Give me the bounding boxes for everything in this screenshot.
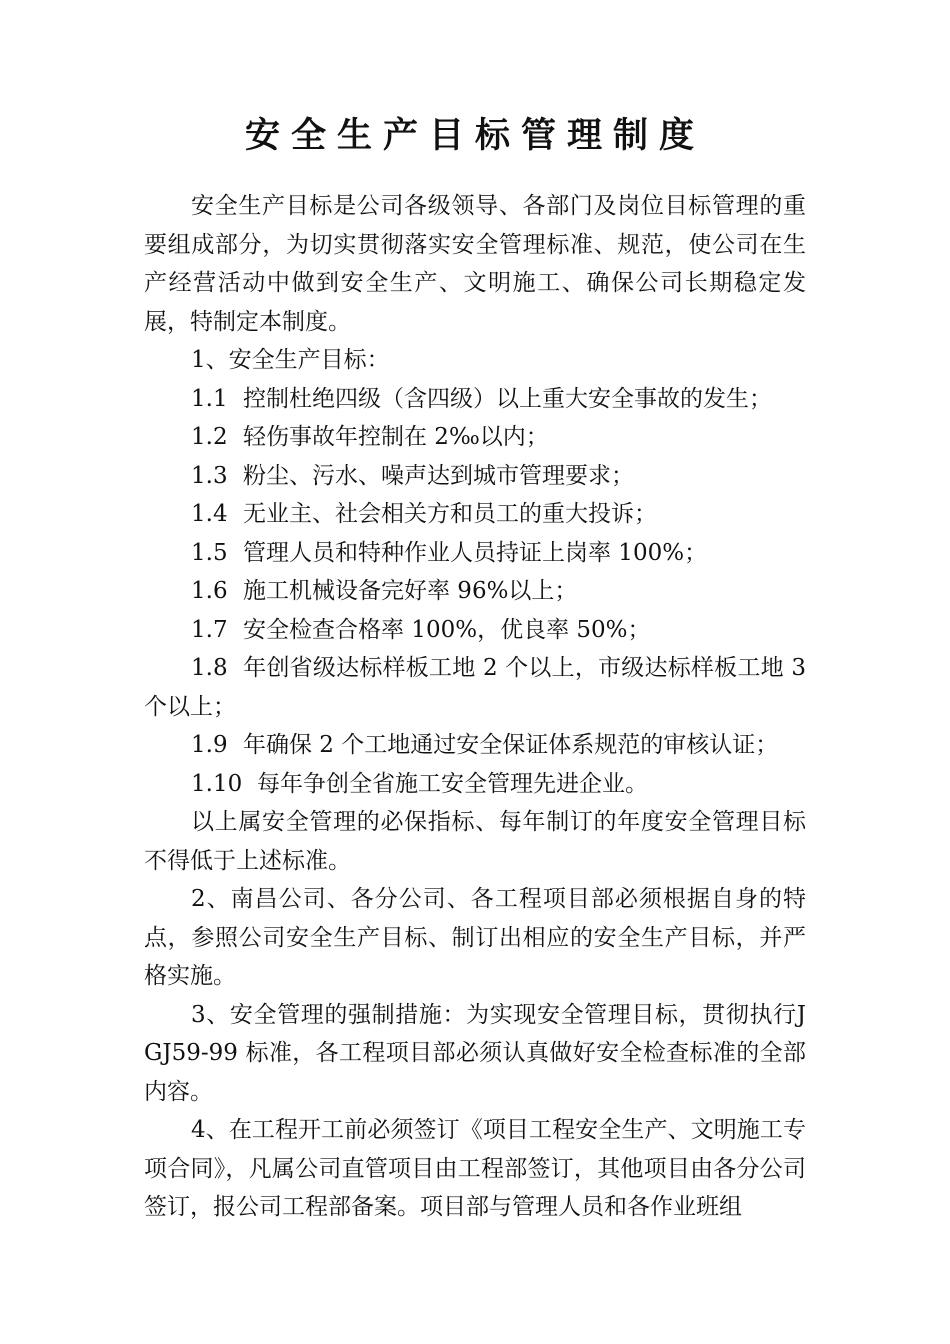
target-number: 1.8	[191, 655, 228, 681]
target-item	[144, 495, 806, 534]
document-body	[144, 187, 806, 1227]
summary-paragraph: 以上属安全管理的必保指标、每年制订的年度安全管理目标不得低于上述标准。	[144, 809, 806, 874]
intro-paragraph: 安全生产目标是公司各级领导、各部门及岗位目标管理的重要组成部分，为切实贯彻落实安全管理标准、规范，使公司在生产经营活动中做到安全生产、文明施工、确保公司长期稳定发展，特制定本制度。	[144, 193, 806, 335]
target-item	[144, 380, 806, 419]
section-3-paragraph: 3、安全管理的强制措施：为实现安全管理目标，贯彻执行JGJ59-99 标准，各工程项目部必须认真做好安全检查标准的全部内容。	[144, 1001, 806, 1105]
target-number: 1.7	[191, 616, 228, 643]
target-number: 1.9	[191, 732, 228, 758]
target-number: 1.4	[191, 501, 228, 527]
target-text: 安全检查合格率 100%，优良率 50%；	[243, 616, 651, 643]
target-number: 1.5	[191, 539, 228, 566]
target-number: 1.6	[191, 578, 228, 604]
document-title: 安全生产目标管理制度	[244, 115, 705, 156]
section-4-paragraph: 4、在工程开工前必须签订《项目工程安全生产、文明施工专项合同》，凡属公司直管项目由工程部签订，其他项目由各分公司签订，报公司工程部备案。项目部与管理人员和各作业班组	[144, 1117, 806, 1220]
target-number: 1.10	[191, 770, 243, 797]
target-item	[144, 418, 806, 457]
target-item	[144, 611, 806, 650]
target-number: 1.3	[191, 462, 228, 489]
target-text: 每年争创全省施工安全管理先进企业。	[257, 770, 648, 797]
section-1-heading: 1、安全生产目标：	[191, 347, 390, 373]
target-number: 1.1	[191, 385, 228, 412]
target-text: 粉尘、污水、噪声达到城市管理要求；	[243, 462, 634, 489]
target-item	[144, 765, 806, 804]
target-item	[144, 457, 806, 496]
target-item	[144, 572, 806, 611]
target-text: 年确保 2 个工地通过安全保证体系规范的审核认证；	[243, 732, 779, 758]
section-2-paragraph: 2、南昌公司、各分公司、各工程项目部必须根据自身的特点，参照公司安全生产目标、制订出相应的安全生产目标，并严格实施。	[144, 886, 806, 989]
target-text: 施工机械设备完好率 96%以上；	[243, 578, 578, 604]
target-text: 控制杜绝四级（含四级）以上重大安全事故的发生；	[243, 385, 772, 412]
target-item	[144, 534, 806, 573]
target-item	[144, 726, 806, 765]
target-item	[144, 649, 806, 726]
target-text: 年创省级达标样板工地 2 个以上，市级达标样板工地 3 个以上；	[144, 655, 806, 720]
target-text: 管理人员和特种作业人员持证上岗率 100%；	[243, 539, 708, 566]
target-number: 1.2	[191, 424, 228, 450]
target-text: 轻伤事故年控制在 2‰以内；	[243, 424, 549, 450]
target-text: 无业主、社会相关方和员工的重大投诉；	[243, 501, 657, 527]
